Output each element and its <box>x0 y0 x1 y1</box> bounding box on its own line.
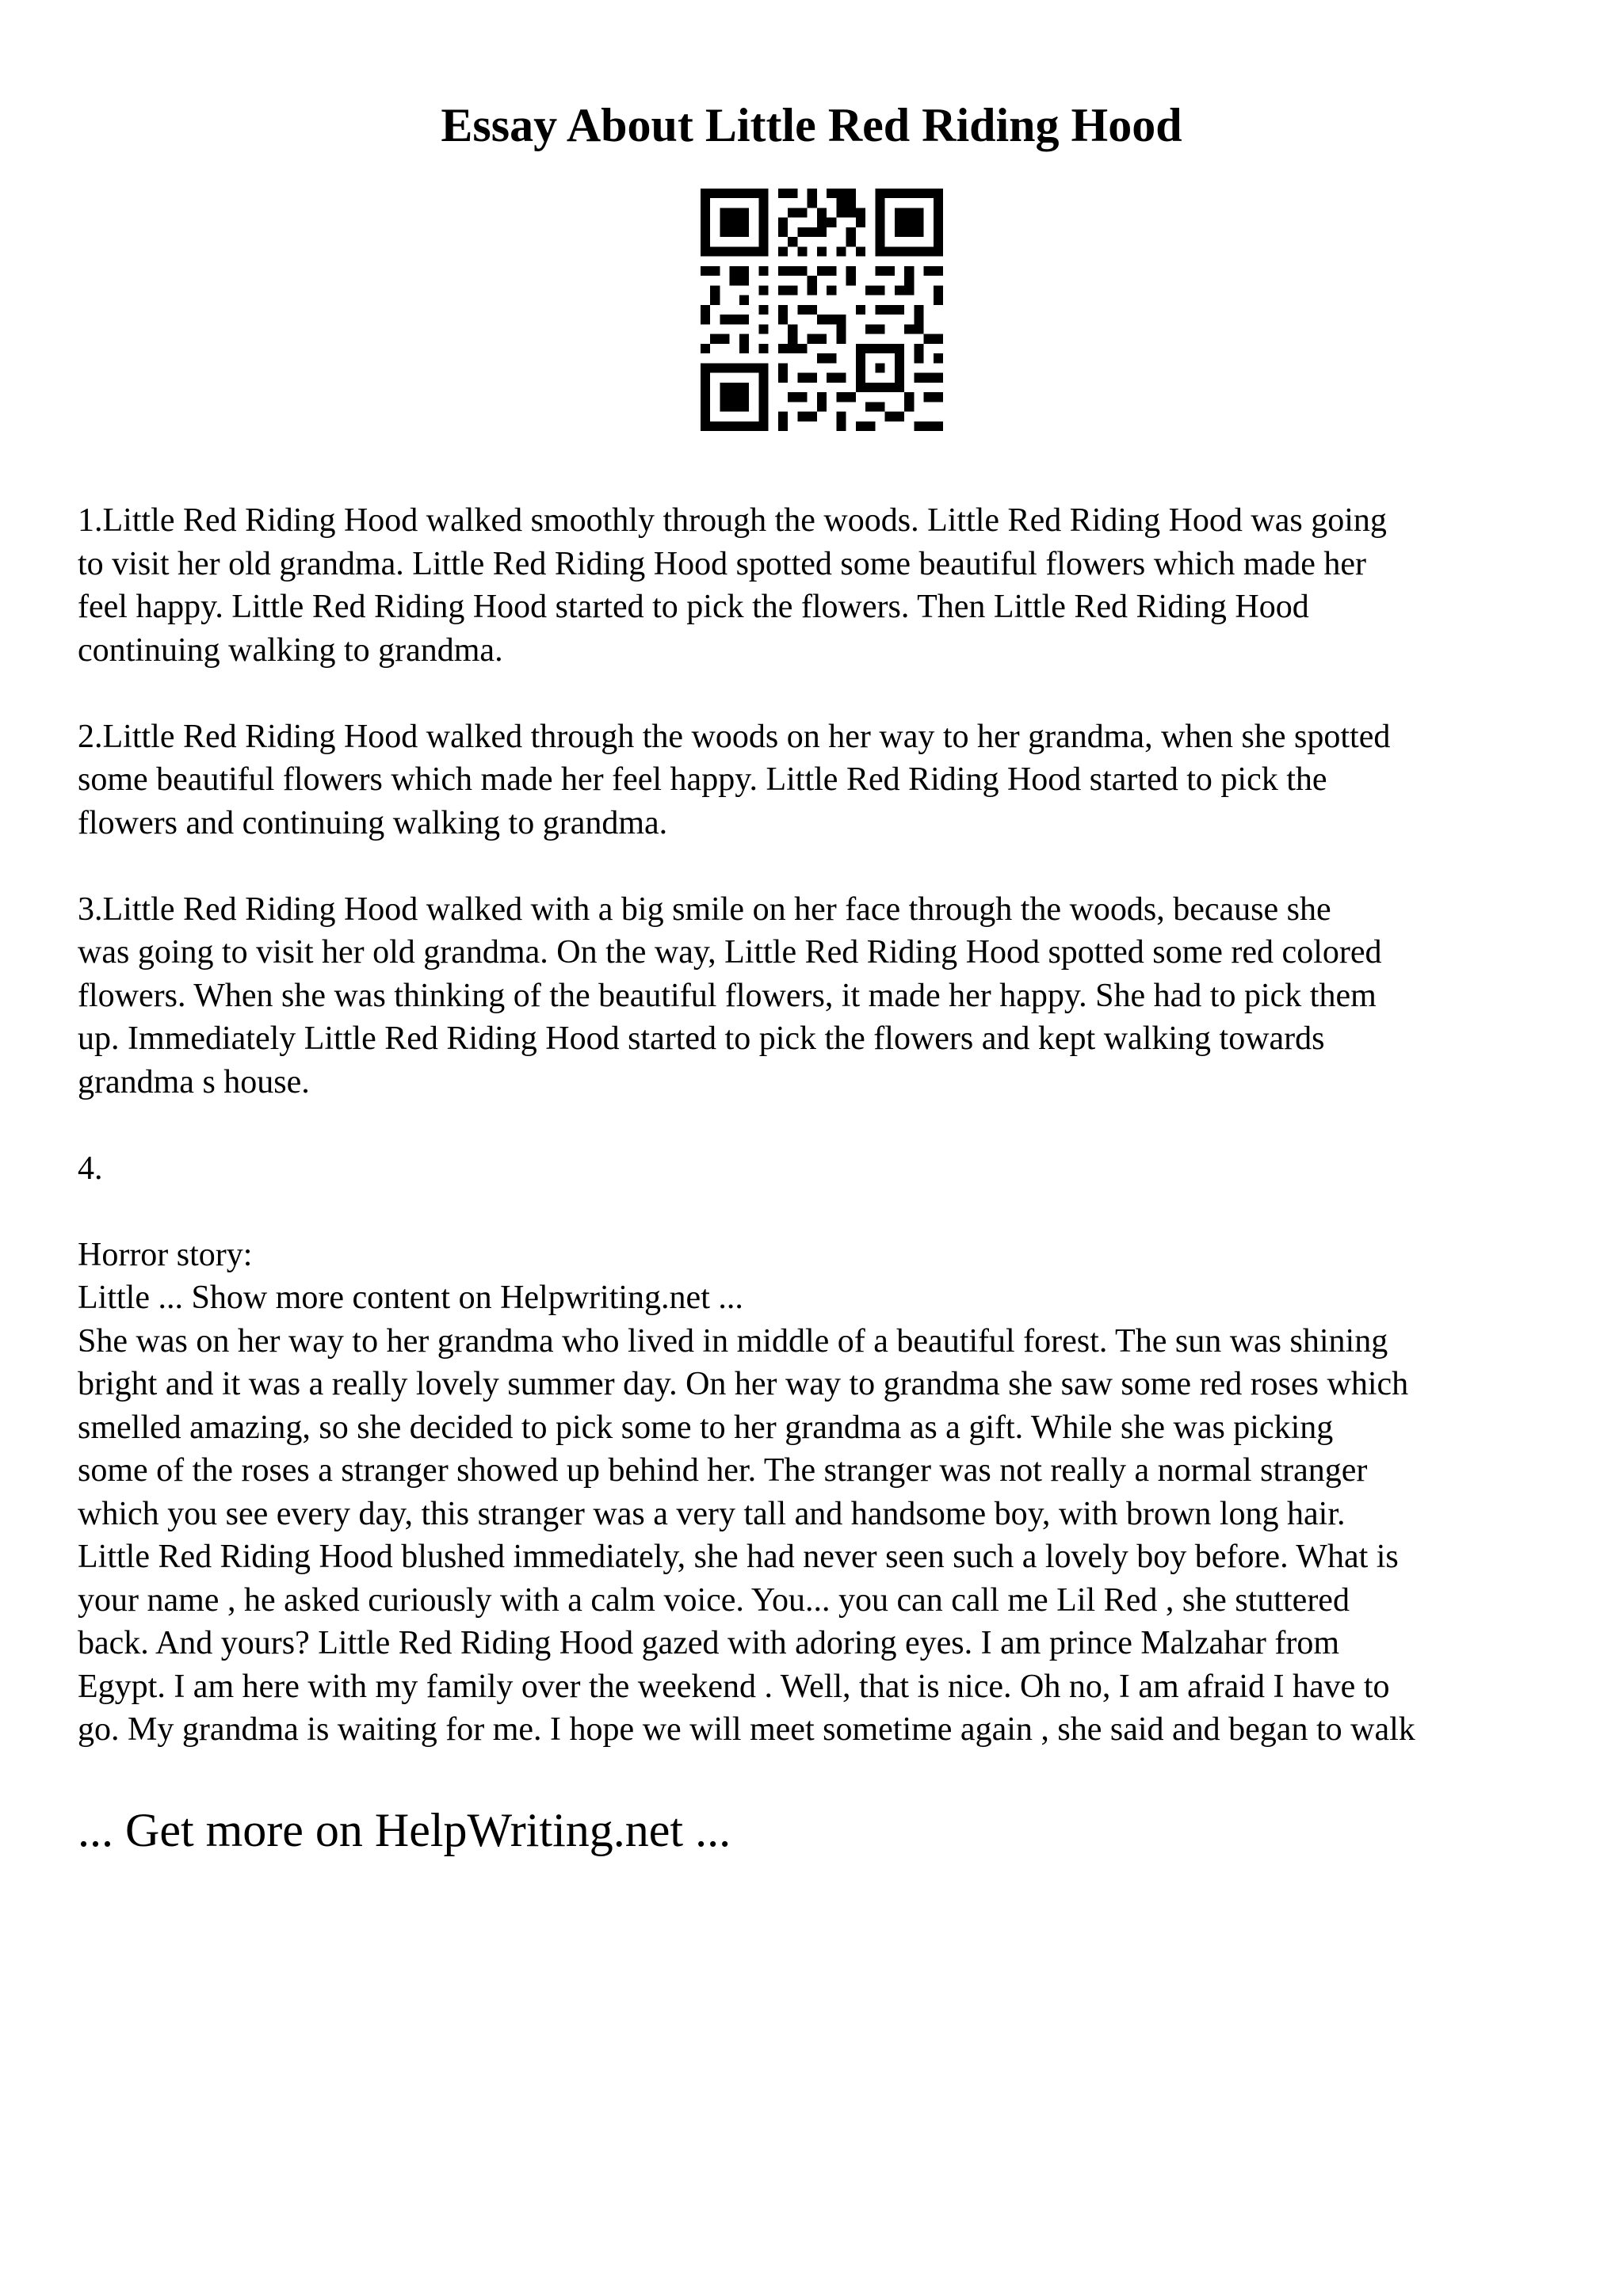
text-line: which you see every day, this stranger was a very tall and handsome boy, with brown long hair. <box>78 1495 1346 1532</box>
text-line: to visit her old grandma. Little Red Riding Hood spotted some beautiful flowers which made her <box>78 545 1367 582</box>
text-line: flowers and continuing walking to grandma. <box>78 804 668 841</box>
text-line: go. My grandma is waiting for me. I hope we will meet sometime again , she said and began to walk <box>78 1711 1415 1748</box>
text-line: She was on her way to her grandma who lived in middle of a beautiful forest. The sun was shining <box>78 1322 1388 1360</box>
text-line: 3.Little Red Riding Hood walked with a big smile on her face through the woods, because she <box>78 891 1331 928</box>
text-line: bright and it was a really lovely summer day. On her way to grandma she saw some red roses which <box>78 1366 1409 1402</box>
paragraph-2 <box>78 715 1583 845</box>
text-line: Egypt. I am here with my family over the weekend . Well, that is nice. Oh no, I am afraid I have to <box>78 1668 1390 1705</box>
text-line: Little Red Riding Hood blushed immediately, she had never seen such a lovely boy before. What is <box>78 1539 1399 1575</box>
text-line: flowers. When she was thinking of the beautiful flowers, it made her happy. She had to pick them <box>78 977 1377 1014</box>
text-line: some of the roses a stranger showed up behind her. The stranger was not really a normal stranger <box>78 1452 1368 1489</box>
text-line: 2.Little Red Riding Hood walked through the woods on her way to her grandma, when she spotted <box>78 718 1391 755</box>
get-more-link[interactable]: ... Get more on HelpWriting.net ... <box>78 1804 731 1856</box>
text-line: grandma s house. <box>78 1063 310 1100</box>
text-line: 4. <box>78 1150 103 1187</box>
paragraph-1 <box>78 499 1583 672</box>
text-line: smelled amazing, so she decided to pick some to her grandma as a gift. While she was picking <box>78 1409 1334 1446</box>
essay-body <box>78 499 1583 1752</box>
text-line: 1.Little Red Riding Hood walked smoothly through the woods. Little Red Riding Hood was going <box>78 502 1387 539</box>
text-line: was going to visit her old grandma. On the way, Little Red Riding Hood spotted some red colored <box>78 934 1382 971</box>
text-line: Little ... Show more content on Helpwriting.net ... <box>78 1280 743 1316</box>
qr-code-icon <box>701 189 943 431</box>
text-line: back. And yours? Little Red Riding Hood gazed with adoring eyes. I am prince Malzahar from <box>78 1625 1340 1661</box>
paragraph-horror-story <box>78 1234 1583 1752</box>
paragraph-4 <box>78 1147 1583 1191</box>
text-line: some beautiful flowers which made her feel happy. Little Red Riding Hood started to pick the <box>78 761 1327 798</box>
text-line: up. Immediately Little Red Riding Hood started to pick the flowers and kept walking towards <box>78 1020 1325 1057</box>
text-line: Horror story: <box>78 1236 253 1273</box>
text-line: feel happy. Little Red Riding Hood started to pick the flowers. Then Little Red Riding Hood <box>78 589 1309 625</box>
page-title: Essay About Little Red Riding Hood <box>441 99 1182 151</box>
paragraph-3 <box>78 888 1583 1104</box>
text-line: continuing walking to grandma. <box>78 631 503 669</box>
text-line: your name , he asked curiously with a calm voice. You... you can call me Lil Red , she stuttered <box>78 1581 1350 1619</box>
